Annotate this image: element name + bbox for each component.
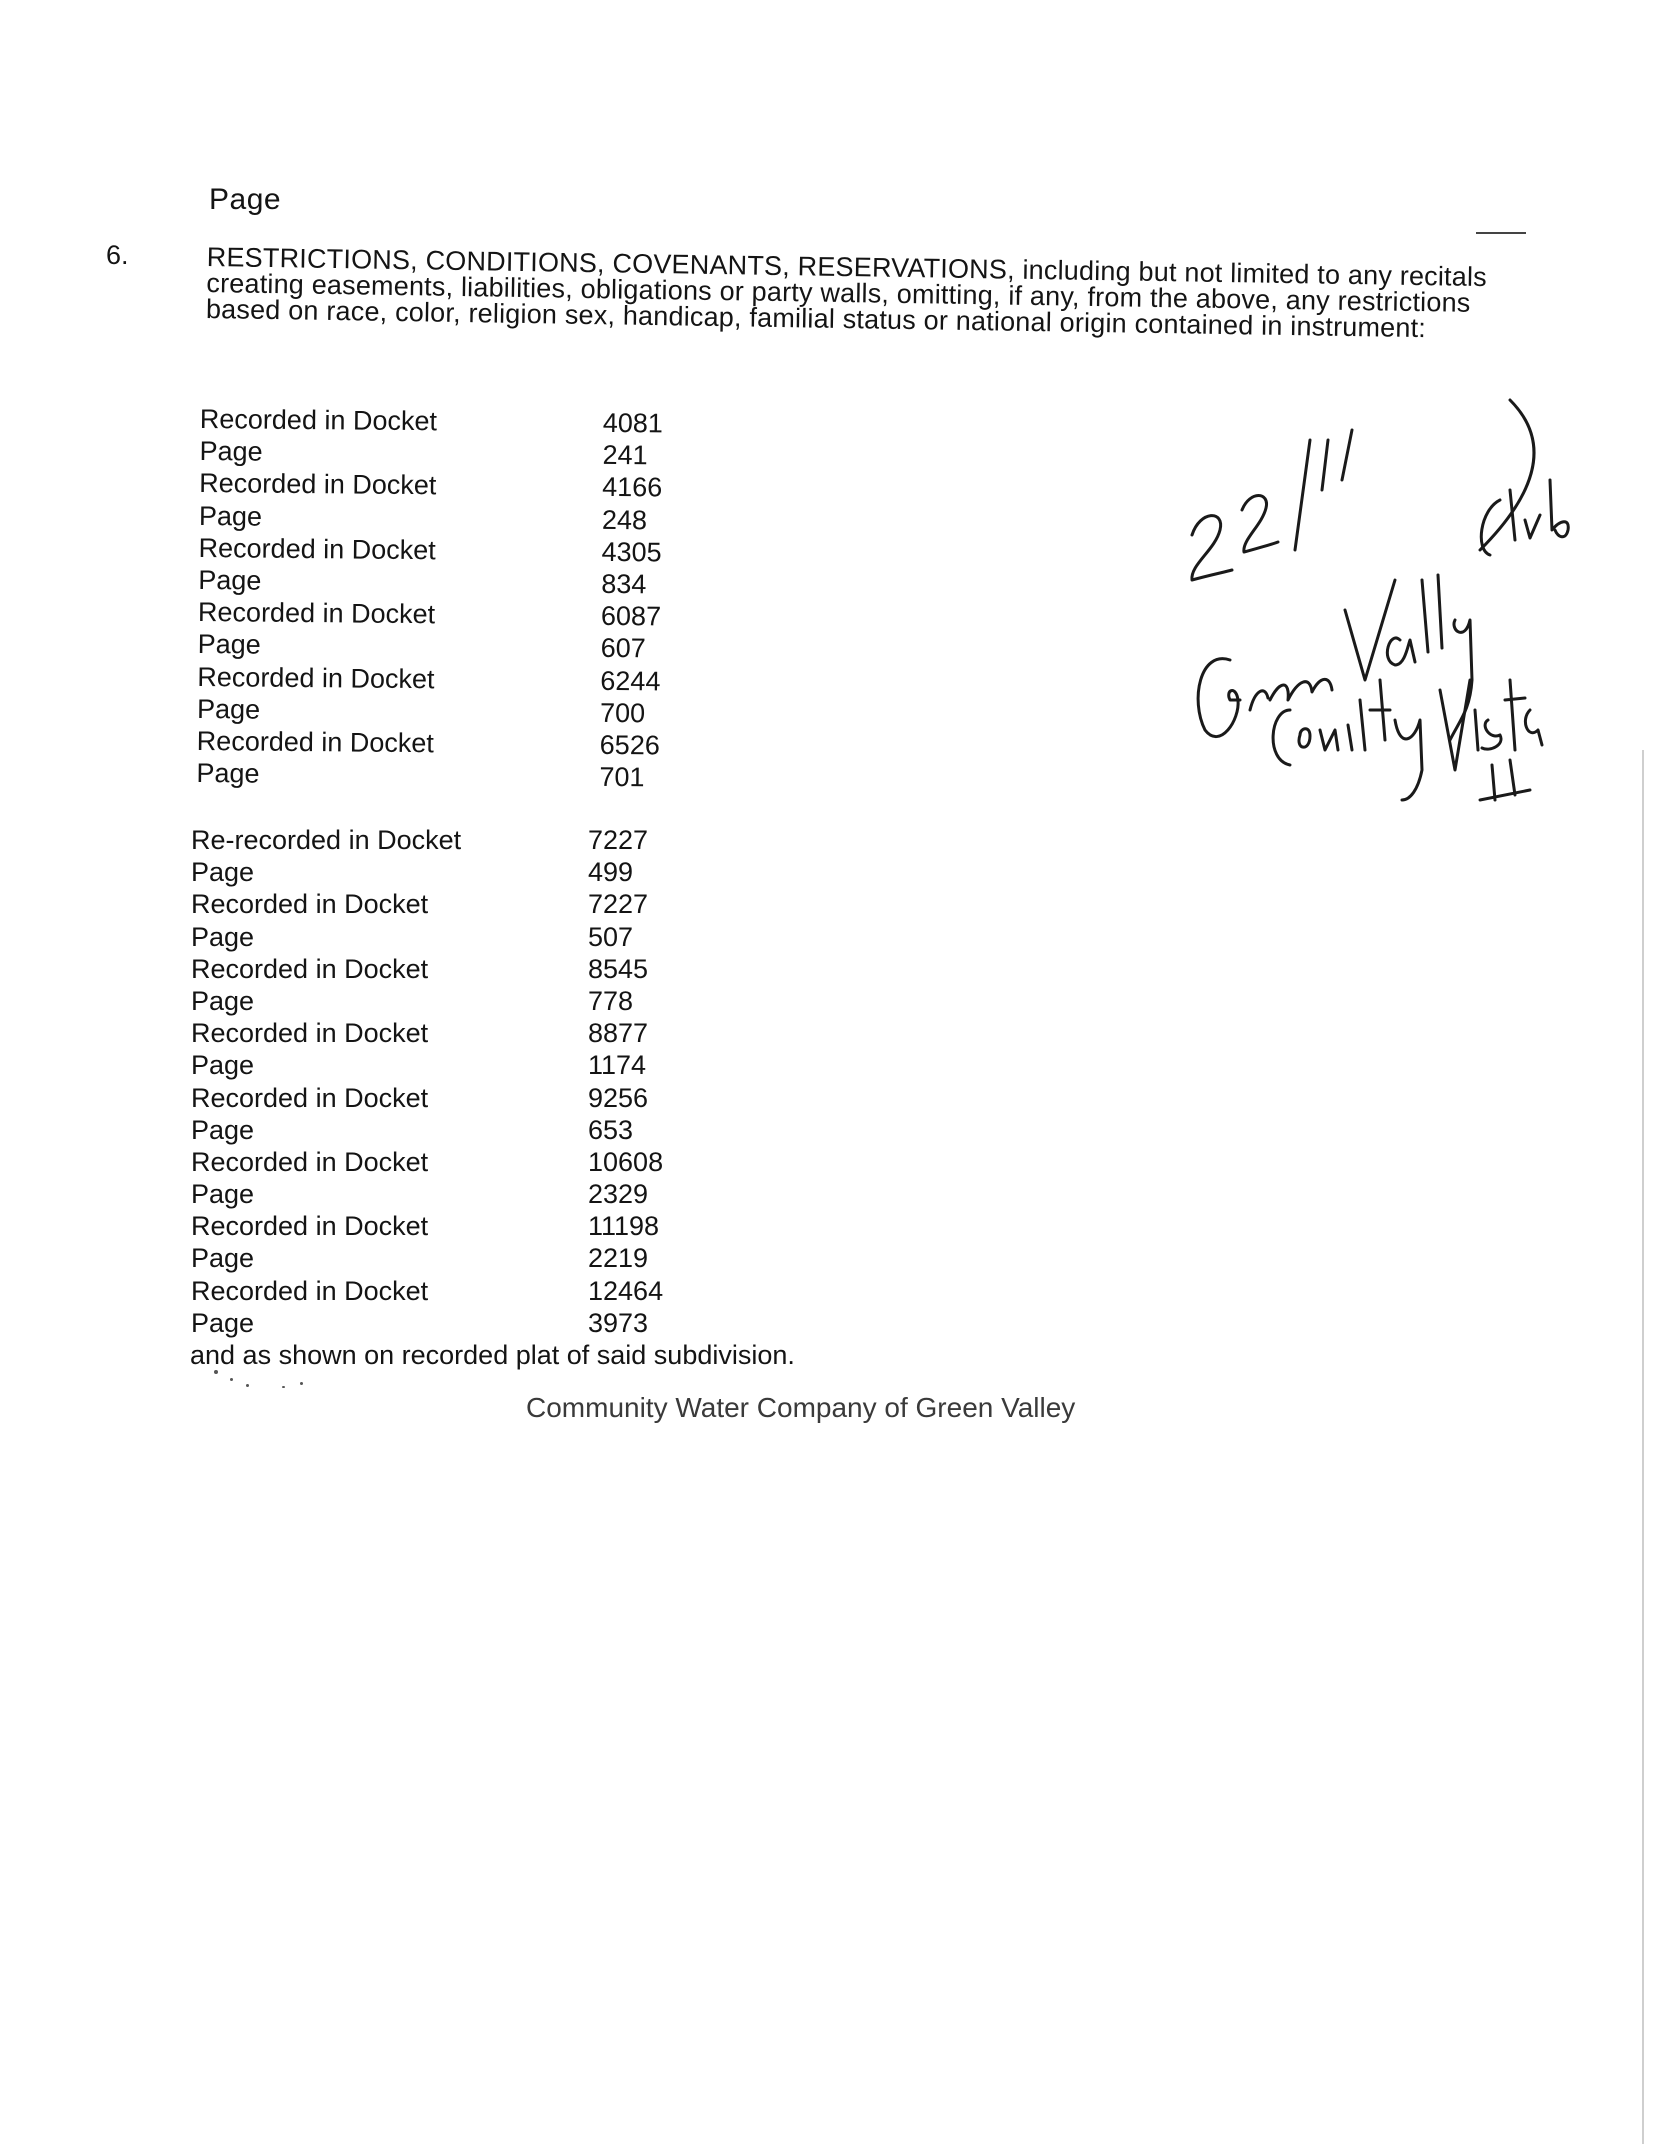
recording-label: Recorded in Docket bbox=[191, 889, 429, 920]
recording-label: Page bbox=[191, 921, 255, 952]
recording-number: 834 bbox=[601, 568, 647, 600]
recording-number: 4305 bbox=[601, 536, 662, 568]
recording-label: Recorded in Docket bbox=[198, 532, 436, 566]
recording-label: Page bbox=[191, 1307, 255, 1338]
recording-number: 499 bbox=[588, 857, 634, 888]
recording-number: 6087 bbox=[600, 600, 662, 632]
recording-label: Re-recorded in Docket bbox=[191, 825, 462, 855]
recording-number: 3973 bbox=[588, 1307, 649, 1338]
recording-number: 6526 bbox=[599, 729, 660, 761]
handwritten-note-signature bbox=[1170, 380, 1590, 800]
recording-number: 700 bbox=[599, 697, 646, 728]
recording-number: 1174 bbox=[588, 1050, 647, 1081]
item-number: 6. bbox=[106, 240, 129, 270]
scan-edge bbox=[1642, 750, 1644, 2144]
recording-number: 2219 bbox=[588, 1243, 649, 1274]
scan-speck bbox=[246, 1384, 249, 1387]
recording-label: Recorded in Docket bbox=[191, 953, 429, 984]
recording-number: 778 bbox=[588, 985, 634, 1016]
recording-label: Page bbox=[198, 564, 262, 596]
recording-number: 2329 bbox=[588, 1179, 649, 1210]
header-fragment: Page bbox=[209, 183, 282, 216]
recording-number: 241 bbox=[602, 440, 648, 471]
recording-number: 9256 bbox=[588, 1082, 649, 1113]
recording-number: 507 bbox=[588, 921, 634, 952]
recording-number: 6244 bbox=[600, 665, 661, 696]
recording-label: Page bbox=[191, 857, 255, 888]
recording-label: Recorded in Docket bbox=[191, 1018, 429, 1049]
recording-number: 248 bbox=[601, 504, 648, 535]
recording-number: 8877 bbox=[588, 1018, 649, 1049]
recording-label: Recorded in Docket bbox=[191, 1146, 429, 1177]
recording-label: Recorded in Docket bbox=[197, 661, 435, 694]
recording-number: 4081 bbox=[602, 407, 664, 439]
closing-text: and as shown on recorded plat of said subdivision. bbox=[190, 1340, 795, 1370]
scan-speck bbox=[230, 1378, 233, 1381]
recording-label: Page bbox=[197, 629, 261, 660]
footer-fragment-text: Community Water Company of Green Valley bbox=[526, 1392, 1076, 1423]
recording-label: Page bbox=[191, 1179, 255, 1210]
footer-fragment bbox=[526, 1392, 1076, 1423]
recording-number: 8545 bbox=[588, 953, 649, 984]
scan-speck bbox=[300, 1382, 303, 1385]
recording-label: Recorded in Docket bbox=[199, 404, 438, 437]
scan-speck bbox=[282, 1386, 285, 1388]
recording-label: Page bbox=[198, 500, 263, 532]
recording-label: Page bbox=[191, 1050, 255, 1081]
recording-number: 7227 bbox=[588, 825, 649, 855]
recording-number: 701 bbox=[599, 761, 645, 793]
recording-label: Page bbox=[191, 1243, 255, 1274]
recording-label: Page bbox=[191, 985, 255, 1016]
recording-label: Page bbox=[199, 436, 263, 467]
recording-number: 607 bbox=[600, 633, 646, 664]
scan-speck bbox=[214, 1370, 218, 1374]
recording-label: Recorded in Docket bbox=[191, 1211, 429, 1242]
item-text: RESTRICTIONS, CONDITIONS, COVENANTS, RESERVATIONS, including but not limited to any recitals creating easements, liabilities, obligations or party walls, omitting, if any, from the above, any restrictions based on race, color, religion sex, handicap, familial status or national origin contained in instrument: bbox=[205, 242, 1488, 344]
recording-number: 4166 bbox=[602, 472, 663, 503]
recording-number: 10608 bbox=[588, 1146, 664, 1177]
recording-label: Page bbox=[191, 1114, 255, 1145]
recordings-group-1 bbox=[196, 404, 664, 793]
recording-label: Recorded in Docket bbox=[191, 1275, 429, 1306]
recording-number: 7227 bbox=[588, 889, 649, 920]
corner-mark bbox=[1476, 232, 1526, 234]
recording-label: Recorded in Docket bbox=[197, 597, 436, 630]
recording-label: Page bbox=[196, 758, 260, 789]
recording-number: 653 bbox=[588, 1114, 634, 1145]
recording-number: 11198 bbox=[588, 1211, 660, 1242]
recording-label: Page bbox=[196, 693, 261, 725]
recording-label: Recorded in Docket bbox=[196, 725, 435, 759]
recording-number: 12464 bbox=[588, 1275, 664, 1306]
recording-label: Recorded in Docket bbox=[199, 468, 437, 501]
recording-label: Recorded in Docket bbox=[191, 1082, 429, 1113]
